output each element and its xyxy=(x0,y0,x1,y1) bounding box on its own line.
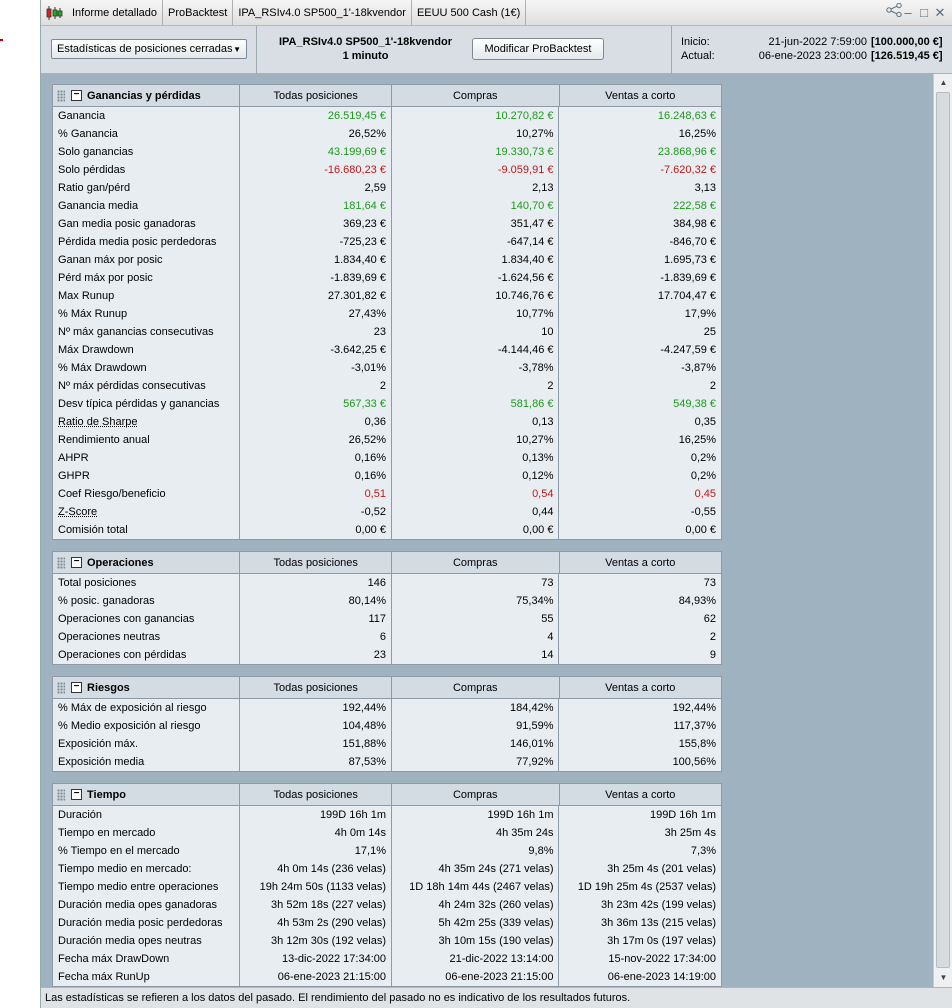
row-value: 2,13 xyxy=(392,179,560,197)
row-value: 567,33 € xyxy=(240,395,392,413)
table-row xyxy=(53,735,721,753)
row-value: 1D 19h 25m 4s (2537 velas) xyxy=(577,881,716,893)
row-label: Nº máx ganancias consecutivas xyxy=(53,323,240,341)
table-row xyxy=(53,932,721,950)
row-value: 146,01% xyxy=(392,735,560,753)
row-value: 3h 10m 15s (190 velas) xyxy=(392,932,560,950)
row-value: -4.247,59 € xyxy=(660,344,716,356)
row-value: 4h 35m 24s xyxy=(392,824,560,842)
row-value: 146 xyxy=(240,574,392,592)
row-label: Fecha máx RunUp xyxy=(53,968,240,986)
drag-handle-icon[interactable] xyxy=(57,682,65,694)
row-label: Tiempo en mercado xyxy=(53,824,240,842)
table-row xyxy=(53,824,721,842)
row-label: Operaciones neutras xyxy=(53,628,240,646)
table-row xyxy=(53,197,721,215)
scrollbar-thumb[interactable] xyxy=(936,92,950,968)
current-capital: [126.519,45 €] xyxy=(871,50,943,62)
row-value: 192,44% xyxy=(672,702,716,714)
row-value: 3h 23m 42s (199 velas) xyxy=(601,899,716,911)
row-value: 10,27% xyxy=(392,125,560,143)
row-label: Ganan máx por posic xyxy=(53,251,240,269)
start-capital: [100.000,00 €] xyxy=(871,36,943,48)
row-label: Pérdida media posic perdedoras xyxy=(53,233,240,251)
row-value: -3,01% xyxy=(240,359,392,377)
section-operaciones xyxy=(52,551,722,665)
row-value: 192,44% xyxy=(240,699,392,717)
row-value: 21-dic-2022 13:14:00 xyxy=(392,950,560,968)
column-header: Ventas a corto xyxy=(605,89,676,102)
row-value: 4h 53m 2s (290 velas) xyxy=(240,914,392,932)
column-header: Compras xyxy=(392,552,560,573)
table-row xyxy=(53,359,721,377)
table-row xyxy=(53,215,721,233)
current-label: Actual: xyxy=(681,50,715,62)
period-info xyxy=(681,35,943,63)
table-row xyxy=(53,251,721,269)
row-value: -647,14 € xyxy=(392,233,560,251)
row-value: 2,59 xyxy=(240,179,392,197)
row-value: 80,14% xyxy=(240,592,392,610)
row-label: % Medio exposición al riesgo xyxy=(53,717,240,735)
row-value: 0,2% xyxy=(690,470,716,482)
row-value: 16,25% xyxy=(678,434,716,446)
drag-handle-icon[interactable] xyxy=(57,90,65,102)
table-row xyxy=(53,860,721,878)
row-value: 0,51 xyxy=(240,485,392,503)
row-value: 0,13 xyxy=(392,413,560,431)
row-value: 117,37% xyxy=(673,720,716,732)
row-value: 73 xyxy=(392,574,560,592)
row-label: Desv típica pérdidas y ganancias xyxy=(53,395,240,413)
section-title-cell xyxy=(53,677,240,698)
row-value: 17,1% xyxy=(240,842,392,860)
table-row xyxy=(53,431,721,449)
row-label: Duración media opes neutras xyxy=(53,932,240,950)
drag-handle-icon[interactable] xyxy=(57,789,65,801)
row-value: 181,64 € xyxy=(240,197,392,215)
row-label: Nº máx pérdidas consecutivas xyxy=(53,377,240,395)
section-title: Tiempo xyxy=(87,788,126,801)
strategy-title xyxy=(257,35,474,63)
table-row xyxy=(53,717,721,735)
report-content xyxy=(41,74,937,987)
table-row xyxy=(53,592,721,610)
row-value: 17,9% xyxy=(684,308,716,320)
row-value: 9,8% xyxy=(392,842,560,860)
section-header xyxy=(53,784,721,806)
minimize-icon[interactable]: – xyxy=(904,5,912,20)
row-value: 3h 36m 13s (215 velas) xyxy=(601,917,716,929)
table-row xyxy=(53,968,721,986)
window-controls xyxy=(886,0,952,26)
row-value: 10,77% xyxy=(392,305,560,323)
column-header: Ventas a corto xyxy=(605,556,676,569)
table-row xyxy=(53,806,721,824)
row-label: Rendimiento anual xyxy=(53,431,240,449)
row-value: -0,52 xyxy=(240,503,392,521)
row-label: Ratio gan/pérd xyxy=(53,179,240,197)
row-value: 0,12% xyxy=(392,467,560,485)
table-row xyxy=(53,628,721,646)
row-value: 2 xyxy=(240,377,392,395)
table-row xyxy=(53,467,721,485)
row-value: 10 xyxy=(392,323,560,341)
stray-mark xyxy=(0,39,3,41)
table-row xyxy=(53,305,721,323)
row-value: 13-dic-2022 17:34:00 xyxy=(240,950,392,968)
row-value: -1.839,69 € xyxy=(240,269,392,287)
row-label: % Máx Drawdown xyxy=(53,359,240,377)
row-value: 0,44 xyxy=(392,503,560,521)
row-value: 1.834,40 € xyxy=(392,251,560,269)
row-value: 43.199,69 € xyxy=(240,143,392,161)
row-label: Coef Riesgo/beneficio xyxy=(53,485,240,503)
row-value: -0,55 xyxy=(690,506,716,518)
row-value: 4h 24m 32s (260 velas) xyxy=(392,896,560,914)
row-label: Operaciones con ganancias xyxy=(53,610,240,628)
row-value: -4.144,46 € xyxy=(392,341,560,359)
table-row xyxy=(53,842,721,860)
dropdown-arrow-icon: ▼ xyxy=(233,44,241,54)
column-header: Ventas a corto xyxy=(605,681,676,694)
table-row xyxy=(53,125,721,143)
row-value: 0,2% xyxy=(690,452,716,464)
row-value: 17.704,47 € xyxy=(657,290,716,302)
row-value: 2 xyxy=(392,377,560,395)
table-row xyxy=(53,377,721,395)
table-row xyxy=(53,878,721,896)
candlestick-icon xyxy=(41,0,67,26)
row-value: 369,23 € xyxy=(240,215,392,233)
column-header: Compras xyxy=(392,784,560,805)
table-row xyxy=(53,143,721,161)
row-label: Ganancia xyxy=(53,107,240,125)
row-label: Total posiciones xyxy=(53,574,240,592)
row-value: 77,92% xyxy=(392,753,560,771)
row-value: 06-ene-2023 14:19:00 xyxy=(607,971,716,983)
row-value: 4h 35m 24s (271 velas) xyxy=(392,860,560,878)
row-value: 0,36 xyxy=(240,413,392,431)
row-value: 0,00 € xyxy=(392,521,560,539)
row-value: 184,42% xyxy=(392,699,560,717)
column-header: Todas posiciones xyxy=(240,85,392,106)
row-value: 104,48% xyxy=(240,717,392,735)
row-label: Solo pérdidas xyxy=(53,161,240,179)
row-value: 3h 52m 18s (227 velas) xyxy=(240,896,392,914)
disclaimer-footer: Las estadísticas se refieren a los datos del pasado. El rendimiento del pasado no es indicativo de los resultados futuros. xyxy=(41,987,952,1008)
row-value: 1.695,73 € xyxy=(664,254,716,266)
scroll-down-icon[interactable]: ▼ xyxy=(939,973,948,982)
table-row xyxy=(53,449,721,467)
row-value: 16,25% xyxy=(678,128,716,140)
timeframe: 1 minuto xyxy=(342,50,389,62)
section-riesgos xyxy=(52,676,722,772)
row-value: 0,16% xyxy=(240,467,392,485)
row-value: 75,34% xyxy=(392,592,560,610)
row-value: 10,27% xyxy=(392,431,560,449)
strategy-name: IPA_RSIv4.0 SP500_1'-18kvendor xyxy=(278,36,452,48)
row-value: 199D 16h 1m xyxy=(392,806,560,824)
table-row xyxy=(53,699,721,717)
stats-type-value: Estadísticas de posiciones cerradas xyxy=(57,43,233,55)
row-value: 1.834,40 € xyxy=(240,251,392,269)
row-value: 9 xyxy=(709,649,716,661)
report-window xyxy=(40,0,952,1008)
column-header: Compras xyxy=(392,85,560,106)
row-value: 2 xyxy=(709,631,716,643)
row-value: 06-ene-2023 21:15:00 xyxy=(240,968,392,986)
row-value: 4 xyxy=(392,628,560,646)
row-value: 73 xyxy=(703,577,716,589)
row-value: 222,58 € xyxy=(673,200,716,212)
row-value: 2 xyxy=(709,380,716,392)
row-value: 26,52% xyxy=(240,431,392,449)
row-value: 3,13 xyxy=(694,182,716,194)
section-title: Operaciones xyxy=(87,556,154,569)
table-row xyxy=(53,395,721,413)
row-label: % posic. ganadoras xyxy=(53,592,240,610)
row-value: 10.746,76 € xyxy=(392,287,560,305)
share-icon[interactable] xyxy=(886,0,898,26)
row-value: 351,47 € xyxy=(392,215,560,233)
row-label: Exposición máx. xyxy=(53,735,240,753)
table-row xyxy=(53,610,721,628)
row-value: -9.059,91 € xyxy=(392,161,560,179)
row-label: Operaciones con pérdidas xyxy=(53,646,240,664)
row-label: Tiempo medio entre operaciones xyxy=(53,878,240,896)
table-row xyxy=(53,161,721,179)
row-label[interactable]: Ratio de Sharpe xyxy=(53,413,240,431)
table-row xyxy=(53,233,721,251)
row-value: 0,45 xyxy=(694,488,716,500)
column-header: Todas posiciones xyxy=(240,552,392,573)
row-value: -3.642,25 € xyxy=(240,341,392,359)
row-value: 384,98 € xyxy=(673,218,716,230)
close-icon[interactable]: ✕ xyxy=(934,5,946,20)
row-value: 3h 25m 4s (201 velas) xyxy=(607,863,716,875)
section-header xyxy=(53,552,721,574)
section-title-cell xyxy=(53,85,240,106)
row-value: 0,00 € xyxy=(240,521,392,539)
row-value: 3h 25m 4s xyxy=(664,827,716,839)
table-row xyxy=(53,485,721,503)
section-header xyxy=(53,85,721,107)
row-value: 23 xyxy=(240,646,392,664)
row-value: 0,54 xyxy=(392,485,560,503)
row-value: 84,93% xyxy=(678,595,716,607)
scroll-up-icon[interactable]: ▲ xyxy=(939,78,948,87)
row-label: GHPR xyxy=(53,467,240,485)
modify-probacktest-button[interactable]: Modificar ProBacktest xyxy=(472,38,604,60)
table-row xyxy=(53,269,721,287)
table-row xyxy=(53,179,721,197)
table-row xyxy=(53,646,721,664)
row-value: 4h 0m 14s (236 velas) xyxy=(240,860,392,878)
drag-handle-icon[interactable] xyxy=(57,557,65,569)
row-label: Fecha máx DrawDown xyxy=(53,950,240,968)
report-header xyxy=(41,26,952,74)
collapse-icon[interactable]: − xyxy=(71,789,82,800)
row-label: % Tiempo en el mercado xyxy=(53,842,240,860)
table-row xyxy=(53,574,721,592)
tab-strategy[interactable]: IPA_RSIv4.0 SP500_1'-18kvendor xyxy=(233,0,412,26)
row-value: 7,3% xyxy=(690,845,716,857)
row-value: 15-nov-2022 17:34:00 xyxy=(608,953,716,965)
row-value: 581,86 € xyxy=(392,395,560,413)
row-label: Ganancia media xyxy=(53,197,240,215)
row-value: 3h 12m 30s (192 velas) xyxy=(240,932,392,950)
section-title-cell xyxy=(53,784,240,805)
row-value: 6 xyxy=(240,628,392,646)
row-label: Duración xyxy=(53,806,240,824)
row-label: Pérd máx por posic xyxy=(53,269,240,287)
row-label: Gan media posic ganadoras xyxy=(53,215,240,233)
row-value: 62 xyxy=(703,613,716,625)
tab-informe-detallado[interactable]: Informe detallado xyxy=(67,0,163,26)
table-row xyxy=(53,503,721,521)
row-value: 19.330,73 € xyxy=(392,143,560,161)
row-label: Exposición media xyxy=(53,753,240,771)
row-value: 26.519,45 € xyxy=(240,107,392,125)
row-value: 0,13% xyxy=(392,449,560,467)
row-value: 3h 17m 0s (197 velas) xyxy=(607,935,716,947)
row-value: 87,53% xyxy=(240,753,392,771)
section-title: Riesgos xyxy=(87,681,130,694)
vertical-scrollbar[interactable] xyxy=(933,74,952,987)
table-row xyxy=(53,323,721,341)
title-bar xyxy=(41,0,952,26)
row-value: 151,88% xyxy=(240,735,392,753)
row-label: Duración media posic perdedoras xyxy=(53,914,240,932)
row-value: -16.680,23 € xyxy=(240,161,392,179)
maximize-icon[interactable]: □ xyxy=(920,5,928,20)
row-value: 14 xyxy=(392,646,560,664)
table-row xyxy=(53,413,721,431)
collapse-icon[interactable]: − xyxy=(71,682,82,693)
row-label: Máx Drawdown xyxy=(53,341,240,359)
table-row xyxy=(53,107,721,125)
row-value: 5h 42m 25s (339 velas) xyxy=(392,914,560,932)
row-value: 25 xyxy=(703,326,716,338)
row-value: 117 xyxy=(240,610,392,628)
row-value: -846,70 € xyxy=(669,236,716,248)
row-value: 55 xyxy=(392,610,560,628)
row-label: Duración media opes ganadoras xyxy=(53,896,240,914)
row-label: Max Runup xyxy=(53,287,240,305)
row-value: -3,87% xyxy=(681,362,716,374)
row-value: -7.620,32 € xyxy=(660,164,716,176)
section-title-cell xyxy=(53,552,240,573)
row-value: 27,43% xyxy=(240,305,392,323)
row-label: Tiempo medio en mercado: xyxy=(53,860,240,878)
stats-type-select[interactable] xyxy=(51,39,247,59)
row-label[interactable]: Z-Score xyxy=(53,503,240,521)
row-value: -3,78% xyxy=(392,359,560,377)
row-value: 10.270,82 € xyxy=(392,107,560,125)
tab-probacktest[interactable]: ProBacktest xyxy=(163,0,233,26)
row-value: 549,38 € xyxy=(673,398,716,410)
start-date: 21-jun-2022 7:59:00 xyxy=(768,36,867,48)
row-value: 27.301,82 € xyxy=(240,287,392,305)
row-label: % Ganancia xyxy=(53,125,240,143)
start-label: Inicio: xyxy=(681,36,710,48)
row-value: -1.624,56 € xyxy=(392,269,560,287)
row-value: 100,56% xyxy=(672,756,716,768)
row-value: -725,23 € xyxy=(240,233,392,251)
row-value: 23 xyxy=(240,323,392,341)
row-value: 26,52% xyxy=(240,125,392,143)
row-value: 91,59% xyxy=(392,717,560,735)
table-row xyxy=(53,914,721,932)
column-header: Compras xyxy=(392,677,560,698)
row-value: 0,00 € xyxy=(685,524,716,536)
row-label: Comisión total xyxy=(53,521,240,539)
row-value: 199D 16h 1m xyxy=(240,806,392,824)
row-value: 0,16% xyxy=(240,449,392,467)
table-row xyxy=(53,896,721,914)
row-value: 155,8% xyxy=(678,738,716,750)
row-value: 1D 18h 14m 44s (2467 velas) xyxy=(392,878,560,896)
row-value: 199D 16h 1m xyxy=(649,809,716,821)
row-value: 16.248,63 € xyxy=(657,110,716,122)
row-value: 06-ene-2023 21:15:00 xyxy=(392,968,560,986)
column-header: Todas posiciones xyxy=(240,784,392,805)
row-value: 140,70 € xyxy=(392,197,560,215)
table-row xyxy=(53,950,721,968)
row-label: Solo ganancias xyxy=(53,143,240,161)
row-label: AHPR xyxy=(53,449,240,467)
row-value: -1.839,69 € xyxy=(660,272,716,284)
section-ganancias-perdidas xyxy=(52,84,722,540)
table-row xyxy=(53,753,721,771)
section-header xyxy=(53,677,721,699)
section-tiempo xyxy=(52,783,722,987)
collapse-icon[interactable]: − xyxy=(71,90,82,101)
table-row xyxy=(53,521,721,539)
column-header: Ventas a corto xyxy=(605,788,676,801)
current-date: 06-ene-2023 23:00:00 xyxy=(758,50,867,62)
row-value: 0,35 xyxy=(694,416,716,428)
row-value: 23.868,96 € xyxy=(657,146,716,158)
section-title: Ganancias y pérdidas xyxy=(87,89,201,102)
header-divider xyxy=(671,26,672,74)
row-label: % Máx de exposición al riesgo xyxy=(53,699,240,717)
row-value: 4h 0m 14s xyxy=(240,824,392,842)
row-label: % Máx Runup xyxy=(53,305,240,323)
table-row xyxy=(53,341,721,359)
column-header: Todas posiciones xyxy=(240,677,392,698)
collapse-icon[interactable]: − xyxy=(71,557,82,568)
row-value: 19h 24m 50s (1133 velas) xyxy=(240,878,392,896)
table-row xyxy=(53,287,721,305)
tab-instrument[interactable]: EEUU 500 Cash (1€) xyxy=(412,0,526,26)
